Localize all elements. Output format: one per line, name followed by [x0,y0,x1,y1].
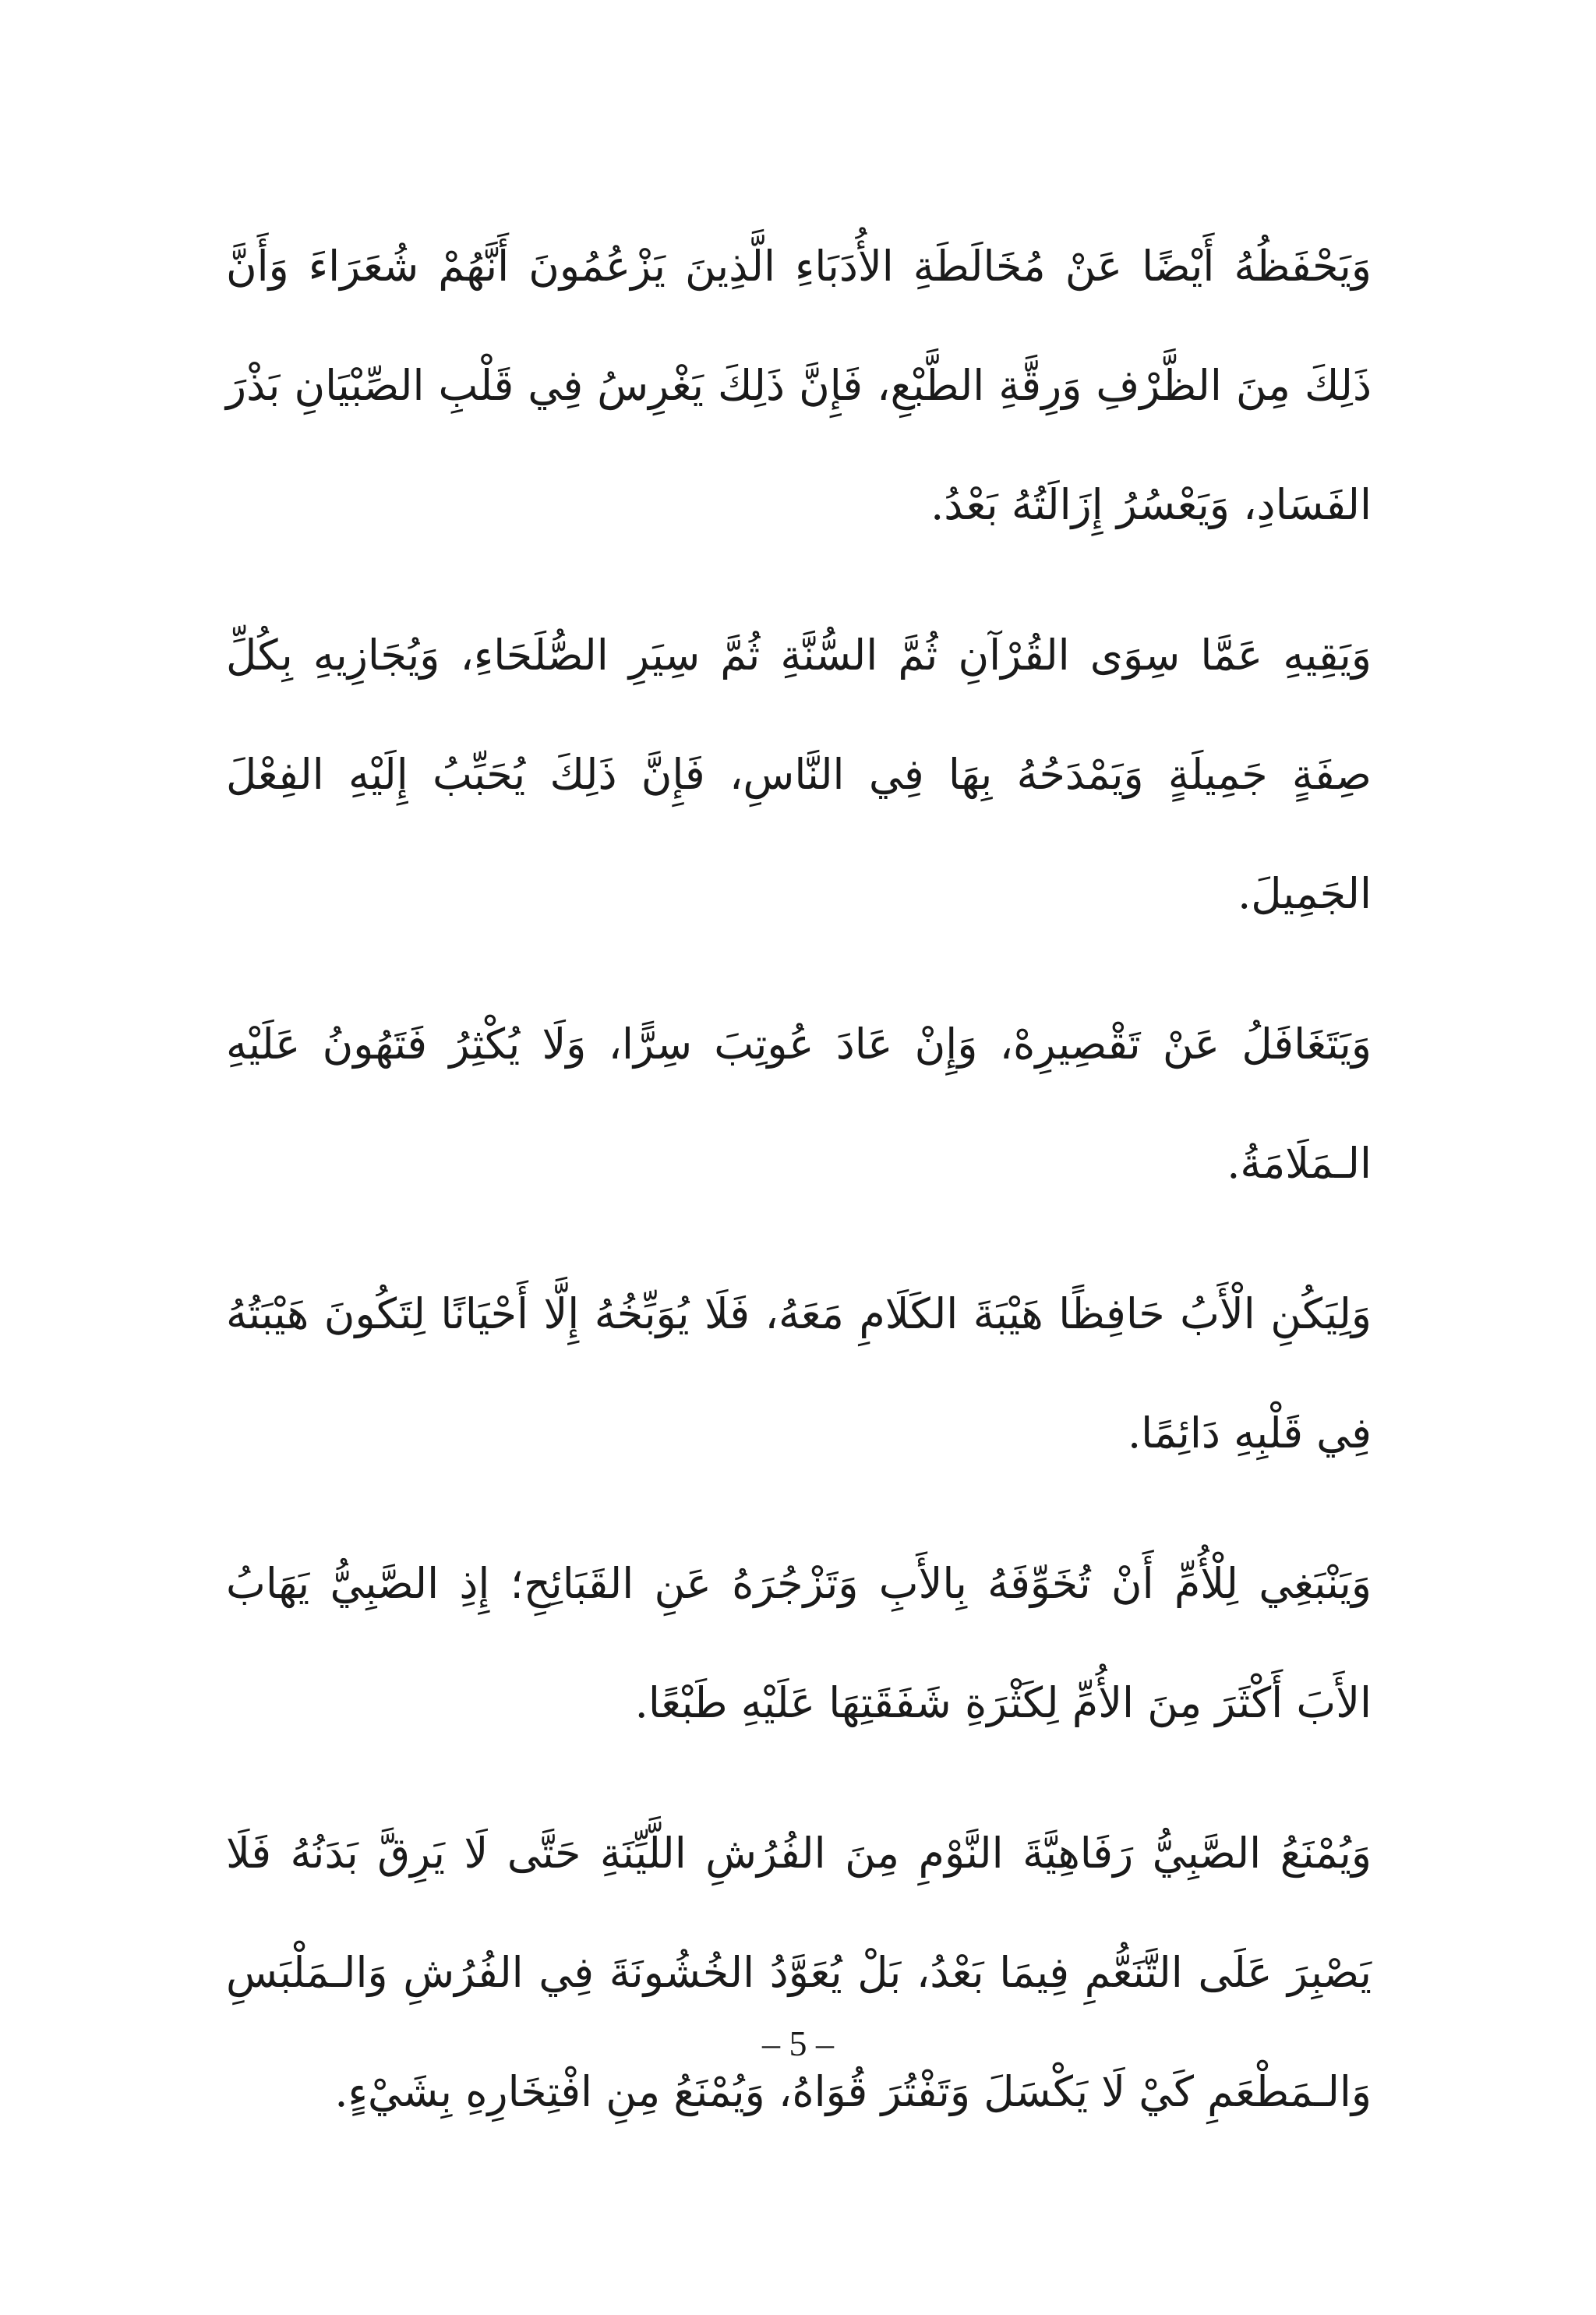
paragraph-6: وَيُمْنَعُ الصَّبِيُّ رَفَاهِيَّةَ النَّوْمِ مِنَ الفُرُشِ اللَّيِّنَةِ حَتَّى لَا يَرِقَّ بَدَنُهُ فَلَا يَصْبِرَ عَلَى التَّنَعُّمِ فِيمَا بَعْدُ، بَلْ يُعَوَّدُ الخُشُونَةَ فِي الفُرُشِ وَالـمَلْبَسِ وَالـمَطْعَمِ كَيْ لَا يَكْسَلَ وَتَفْتُرَ قُوَاهُ، وَيُمْنَعُ مِنِ افْتِخَارِهِ بِشَيْءٍ. [226,1829,1372,2116]
paragraph-1: وَيَحْفَظُهُ أَيْضًا عَنْ مُخَالَطَةِ الأُدَبَاءِ الَّذِينَ يَزْعُمُونَ أَنَّهُمْ شُعَرَاءَ وَأَنَّ ذَلِكَ مِنَ الظَّرْفِ وَرِقَّةِ الطَّبْعِ، فَإِنَّ ذَلِكَ يَغْرِسُ فِي قَلْبِ الصِّبْيَانِ بَذْرَ الفَسَادِ، وَيَعْسُرُ إِزَالَتُهُ بَعْدُ. [226,242,1372,529]
paragraph-3: وَيَتَغَافَلُ عَنْ تَقْصِيرِهْ، وَإِنْ عَادَ عُوتِبَ سِرًّا، وَلَا يُكْثِرُ فَتَهُونُ عَلَيْهِ الـمَلَامَةُ. [226,1020,1372,1188]
paragraph-5: وَيَنْبَغِي لِلْأُمِّ أَنْ تُخَوِّفَهُ بِالأَبِ وَتَزْجُرَهُ عَنِ القَبَائِحِ؛ إِذِ الصَّبِيُّ يَهَابُ الأَبَ أَكْثَرَ مِنَ الأُمِّ لِكَثْرَةِ شَفَقَتِهَا عَلَيْهِ طَبْعًا. [226,1559,1372,1727]
paragraph-2: وَيَقِيهِ عَمَّا سِوَى القُرْآنِ ثُمَّ السُّنَّةِ ثُمَّ سِيَرِ الصُّلَحَاءِ، وَيُجَازِيهِ بِكُلِّ صِفَةٍ جَمِيلَةٍ وَيَمْدَحُهُ بِهَا فِي النَّاسِ، فَإِنَّ ذَلِكَ يُحَبِّبُ إِلَيْهِ الفِعْلَ الجَمِيلَ. [226,631,1372,918]
body-text [226,207,1372,2182]
page-number: – 5 – [762,2023,834,2063]
paragraph-4: وَلِيَكُنِ الْأَبُ حَافِظًا هَيْبَةَ الكَلَامِ مَعَهُ، فَلَا يُوَبِّخُهُ إِلَّا أَحْيَانًا لِتَكُونَ هَيْبَتُهُ فِي قَلْبِهِ دَائِمًا. [226,1289,1372,1458]
